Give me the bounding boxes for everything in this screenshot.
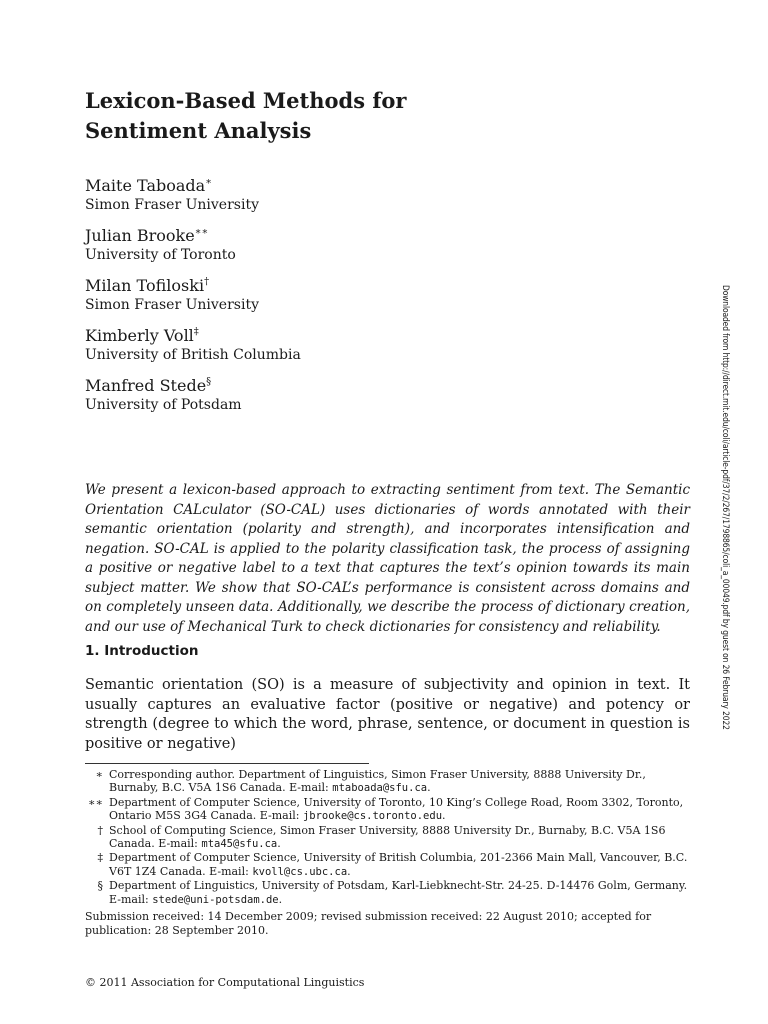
footnote-end: . — [442, 809, 446, 823]
intro-paragraph: Semantic orientation (SO) is a measure of subjectivity and opinion in text. It usually captures an evaluative factor (positive or negative) and potency or strength (degree to which the word, phrase, sentence, or document in question is positive or negative) — [85, 677, 690, 752]
author-footnote-mark: § — [206, 376, 212, 388]
footnote-mark: ∗∗ — [88, 795, 103, 809]
footnote-body: School of Computing Science, Simon Fraser University, 8888 University Dr., Burnaby, B.C. V5A 1S6 Canada. E-mail: — [109, 823, 666, 851]
author-name-text: Kimberly Voll — [85, 326, 194, 345]
footnote-body: Department of Computer Science, University of British Columbia, 201-2366 Main Mall, Vancouver, B.C. V6T 1Z4 Canada. E-mail: — [109, 851, 688, 878]
title-line-1: Lexicon-Based Methods for — [85, 88, 407, 113]
footnote-text — [109, 851, 695, 879]
author-list — [85, 176, 505, 426]
footnote — [85, 851, 695, 879]
author-affiliation: University of Toronto — [85, 247, 236, 263]
author-name — [85, 226, 505, 246]
section-heading: 1. Introduction — [85, 643, 199, 659]
paper-title — [85, 86, 485, 146]
author-name-text: Julian Brooke — [85, 226, 195, 245]
author-name-text: Milan Tofiloski — [85, 276, 205, 295]
footnote-email: jbrooke@cs.toronto.edu — [302, 810, 443, 823]
footnote-body: Department of Computer Science, University of Toronto, 10 King’s College Road, Room 3302, Toronto, Ontario M5S 3G4 Canada. E-mail: — [109, 795, 684, 823]
footnote — [85, 768, 695, 796]
author-footnote-mark: ∗ — [205, 176, 212, 188]
author-footnote-mark: ∗∗ — [194, 226, 209, 238]
footnote-mark: § — [97, 879, 103, 893]
footnote-mark: ∗ — [95, 768, 103, 781]
author-affiliation: University of British Columbia — [85, 347, 301, 363]
footnote-email: mta45@sfu.ca — [201, 838, 278, 851]
footnote-text — [109, 824, 695, 852]
author-name-text: Maite Taboada — [85, 176, 206, 195]
author-footnote-mark: ‡ — [193, 326, 199, 338]
author-affiliation: Simon Fraser University — [85, 297, 259, 313]
author-name-text: Manfred Stede — [85, 376, 207, 395]
footnote — [85, 824, 695, 852]
footnote-end: . — [278, 892, 283, 906]
footnote-end: . — [347, 864, 351, 878]
author-name — [85, 376, 505, 396]
author-footnote-mark: † — [204, 276, 210, 288]
download-watermark-text: Downloaded from http://direct.mit.edu/coli/article-pdf/37/2/267/1798865/coli_a_00049.pdf by guest on 26 February 2022 — [721, 285, 731, 730]
download-watermark — [721, 285, 745, 745]
footnote-email: stede@uni-potsdam.de — [152, 893, 279, 906]
author-affiliation: Simon Fraser University — [85, 197, 259, 213]
abstract: We present a lexicon-based approach to extracting sentiment from text. The Semantic Orientation CALculator (SO-CAL) uses dictionaries of words annotated with their semantic orientation (polarity and strength), and incorporates intensification and negation. SO-CAL is applied to the polarity classification task, the process of assigning a positive or negative label to a text that captures the text’s opinion towards its main subject matter. We show that SO-CAL’s performance is consistent across domains and on completely unseen data. Additionally, we describe the process of dictionary creation, and our use of Mechanical Turk to check dictionaries for consistency and reliability. — [85, 482, 690, 635]
footnote-body: Corresponding author. Department of Linguistics, Simon Fraser University, 8888 University Dr., Burnaby, B.C. V5A 1S6 Canada. E-mail: — [109, 768, 646, 795]
submission-dates: Submission received: 14 December 2009; revised submission received: 22 August 2010; accepted for publication: 28 September 2010. — [85, 910, 652, 937]
author-block — [85, 326, 505, 365]
author-name — [85, 326, 505, 346]
footnote-mark: ‡ — [97, 851, 103, 865]
footnote-mark: † — [97, 823, 103, 837]
copyright-notice: © 2011 Association for Computational Linguistics — [85, 976, 365, 989]
footnote-divider — [85, 763, 369, 764]
footnote-text — [109, 879, 695, 907]
footnote-body: Department of Linguistics, University of Potsdam, Karl-Liebknecht-Str. 24-25. D-14476 Golm, Germany. E-mail: — [109, 879, 688, 906]
author-name — [85, 176, 505, 196]
author-name — [85, 276, 505, 296]
footnote-text — [109, 768, 695, 796]
footnote-list — [85, 768, 695, 907]
title-line-2: Sentiment Analysis — [85, 118, 312, 143]
footnote-email: kvoll@cs.ubc.ca — [252, 865, 348, 878]
footnote-end: . — [427, 781, 431, 795]
author-block — [85, 376, 505, 415]
footnote-email: mtaboada@sfu.ca — [332, 782, 428, 795]
author-affiliation: University of Potsdam — [85, 397, 242, 413]
footnote — [85, 796, 695, 824]
footnote-end: . — [277, 837, 281, 851]
footnote — [85, 879, 695, 907]
footnote-text — [109, 796, 695, 824]
author-block — [85, 176, 505, 215]
author-block — [85, 226, 505, 265]
author-block — [85, 276, 505, 315]
